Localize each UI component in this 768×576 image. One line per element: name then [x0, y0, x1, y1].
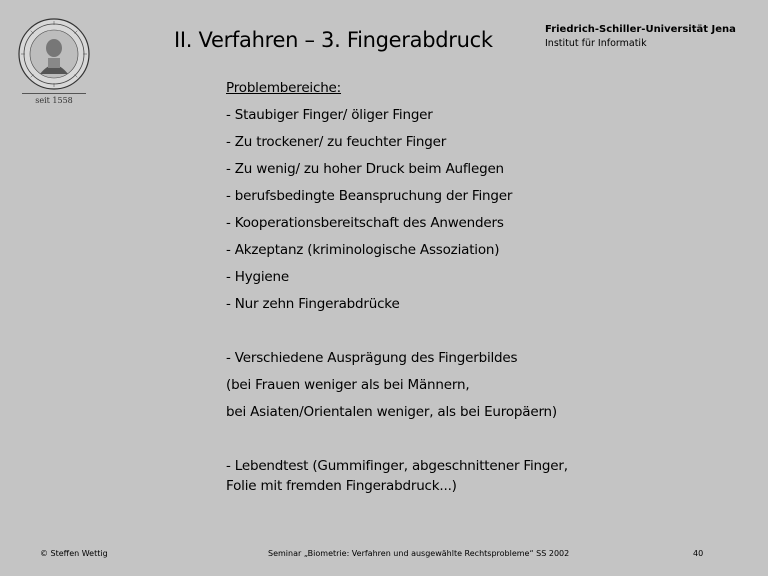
seal-since-label: seit 1558 [35, 96, 73, 105]
university-name: Friedrich-Schiller-Universität Jena [545, 24, 736, 35]
footer-seminar: Seminar „Biometrie: Verfahren und ausgewählte Rechtsprobleme“ SS 2002 [268, 549, 570, 558]
bullet-line: - Hygiene [226, 269, 289, 285]
bullet-line: - Nur zehn Fingerabdrücke [226, 296, 400, 312]
bullet-line: - Lebendtest (Gummifinger, abgeschnittener Finger, [226, 458, 568, 474]
institute-name: Institut für Informatik [545, 38, 647, 49]
bullet-line: - Zu wenig/ zu hoher Druck beim Auflegen [226, 161, 504, 177]
bullet-line: - Zu trockener/ zu feuchter Finger [226, 134, 447, 150]
bullet-line: Folie mit fremden Fingerabdruck...) [226, 478, 457, 494]
bullet-line: bei Asiaten/Orientalen weniger, als bei Europäern) [226, 404, 557, 420]
slide-title: II. Verfahren – 3. Fingerabdruck [174, 28, 493, 52]
footer-author: © Steffen Wettig [40, 549, 108, 558]
content-heading: Problembereiche: [226, 80, 342, 96]
seal-divider [22, 93, 86, 94]
bullet-line: - Verschiedene Ausprägung des Fingerbildes [226, 350, 518, 366]
bullet-line: - Akzeptanz (kriminologische Assoziation) [226, 242, 500, 258]
footer-page-number: 40 [693, 549, 704, 558]
bullet-line: - Kooperationsbereitschaft des Anwenders [226, 215, 504, 231]
university-seal-logo [18, 18, 90, 90]
bullet-line: - berufsbedingte Beanspruchung der Finger [226, 188, 513, 204]
bullet-line: - Staubiger Finger/ öliger Finger [226, 107, 433, 123]
bullet-line: (bei Frauen weniger als bei Männern, [226, 377, 470, 393]
